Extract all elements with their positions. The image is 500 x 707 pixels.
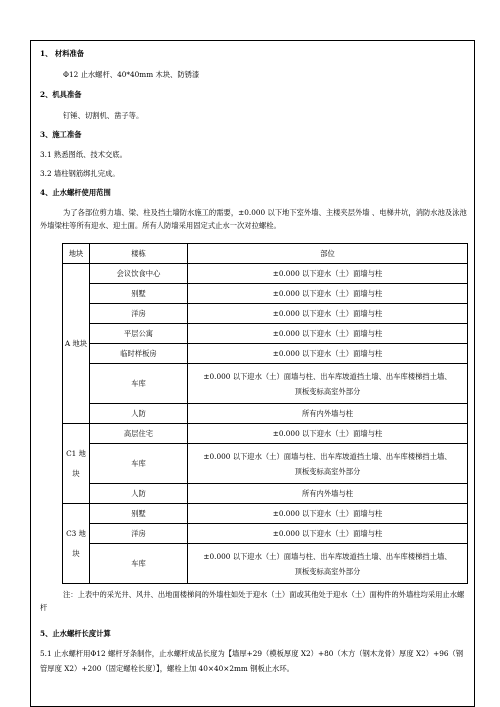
building-cell: 别墅 bbox=[90, 284, 188, 304]
header-building: 楼栋 bbox=[90, 244, 188, 264]
scope-table bbox=[62, 243, 468, 584]
group-c1-cell: C1 地块 bbox=[63, 424, 90, 504]
section-2-title: 2、机具准备 bbox=[40, 90, 82, 99]
header-part: 部位 bbox=[188, 244, 468, 264]
table-row bbox=[63, 424, 468, 444]
section-4-intro: 为了各部位剪力墙、梁、柱及挡土墙防水施工的需要，±0.000 以下地下室外墙、主楼夹层外墙 、电梯井坑，消防水池及泳池外墙梁柱等所有迎水、迎土面。所有人防墙采用固定式止水一次对拉螺栓。 bbox=[40, 208, 467, 230]
table-row bbox=[63, 284, 468, 304]
part-line-2: 顶板变标高室外部分 bbox=[294, 466, 361, 476]
table-row bbox=[63, 304, 468, 324]
part-line-1: ±0.000 以下迎水（土）面墙与柱、出车库坡道挡土墙、出车库楼梯挡土墙、 bbox=[203, 551, 452, 561]
part-cell: ±0.000 以下迎水（土）面墙与柱 bbox=[188, 284, 468, 304]
part-cell: ±0.000 以下迎水（土）面墙与柱 bbox=[188, 424, 468, 444]
table-row bbox=[63, 344, 468, 364]
table-row bbox=[63, 404, 468, 424]
table-row bbox=[63, 504, 468, 524]
part-cell: ±0.000 以下迎水（土）面墙与柱 bbox=[188, 304, 468, 324]
table-row bbox=[63, 544, 468, 584]
part-cell bbox=[188, 364, 468, 404]
part-cell: 所有内外墙与柱 bbox=[188, 404, 468, 424]
part-line-2: 顶板变标高室外部分 bbox=[294, 566, 361, 576]
part-cell: ±0.000 以下迎水（土）面墙与柱 bbox=[188, 524, 468, 544]
section-3-title: 3、施工准备 bbox=[40, 130, 82, 139]
table-header-row bbox=[63, 244, 468, 264]
building-cell: 平层公寓 bbox=[90, 324, 188, 344]
building-cell: 临时样板房 bbox=[90, 344, 188, 364]
section-3-item-1: 3.1 熟悉图纸、技术交底。 bbox=[40, 150, 127, 159]
table-row bbox=[63, 264, 468, 284]
part-cell bbox=[188, 544, 468, 584]
part-cell: ±0.000 以下迎水（土）面墙与柱 bbox=[188, 264, 468, 284]
table-row bbox=[63, 444, 468, 484]
header-plot: 地块 bbox=[63, 244, 90, 264]
section-4-title: 4、止水螺杆使用范围 bbox=[40, 188, 111, 197]
section-1-title: 1、 材料准备 bbox=[40, 49, 85, 58]
table-row bbox=[63, 524, 468, 544]
building-cell: 高层住宅 bbox=[90, 424, 188, 444]
table-row bbox=[63, 364, 468, 404]
part-cell: 所有内外墙与柱 bbox=[188, 484, 468, 504]
building-cell: 车库 bbox=[90, 364, 188, 404]
section-5-title: 5、止水螺杆长度计算 bbox=[40, 629, 111, 638]
building-cell: 别墅 bbox=[90, 504, 188, 524]
group-c3-cell: C3 地块 bbox=[63, 504, 90, 584]
part-line-1: ±0.000 以下迎水（土）面墙与柱、出车库坡道挡土墙、出车库楼梯挡土墙、 bbox=[203, 371, 452, 381]
part-line-1: ±0.000 以下迎水（土）面墙与柱、出车库坡道挡土墙、出车库楼梯挡土墙、 bbox=[203, 451, 452, 461]
building-cell: 会议饮食中心 bbox=[90, 264, 188, 284]
section-1-body: Φ12 止水螺杆、40*40mm 木块、防锈漆 bbox=[63, 70, 200, 79]
part-cell: ±0.000 以下迎水（土）面墙与柱 bbox=[188, 504, 468, 524]
table-note: 注：上表中的采光井、风井、出地面楼梯间的外墙柱如处于迎水（土）面或其他处于迎水（土）面构件的外墙柱均采用止水螺杆 bbox=[40, 590, 465, 612]
table-row bbox=[63, 324, 468, 344]
part-cell: ±0.000 以下迎水（土）面墙与柱 bbox=[188, 324, 468, 344]
building-cell: 车库 bbox=[90, 544, 188, 584]
section-2-body: 钉锤、切割机、凿子等。 bbox=[63, 111, 144, 120]
building-cell: 人防 bbox=[90, 484, 188, 504]
section-3-item-2: 3.2 墙柱钢筋绑扎完成。 bbox=[40, 169, 120, 178]
section-5-body: 5.1 止水螺杆用Φ12 螺杆牙条制作，止水螺杆成品长度为【墙厚+29（模板厚度 X2）+80（木方（钢木龙骨）厚度 X2）+96（钢管厚度 X2）+200（固定螺栓长度）】，螺栓上加 40×40×2mm 钢板止水环。 bbox=[40, 649, 464, 673]
building-cell: 洋房 bbox=[90, 524, 188, 544]
group-a-cell: A 地块 bbox=[63, 264, 90, 424]
building-cell: 洋房 bbox=[90, 304, 188, 324]
document-page bbox=[30, 40, 475, 707]
table-row bbox=[63, 484, 468, 504]
building-cell: 车库 bbox=[90, 444, 188, 484]
building-cell: 人防 bbox=[90, 404, 188, 424]
part-cell bbox=[188, 444, 468, 484]
part-line-2: 顶板变标高室外部分 bbox=[294, 386, 361, 396]
part-cell: ±0.000 以下迎水（土）面墙与柱 bbox=[188, 344, 468, 364]
